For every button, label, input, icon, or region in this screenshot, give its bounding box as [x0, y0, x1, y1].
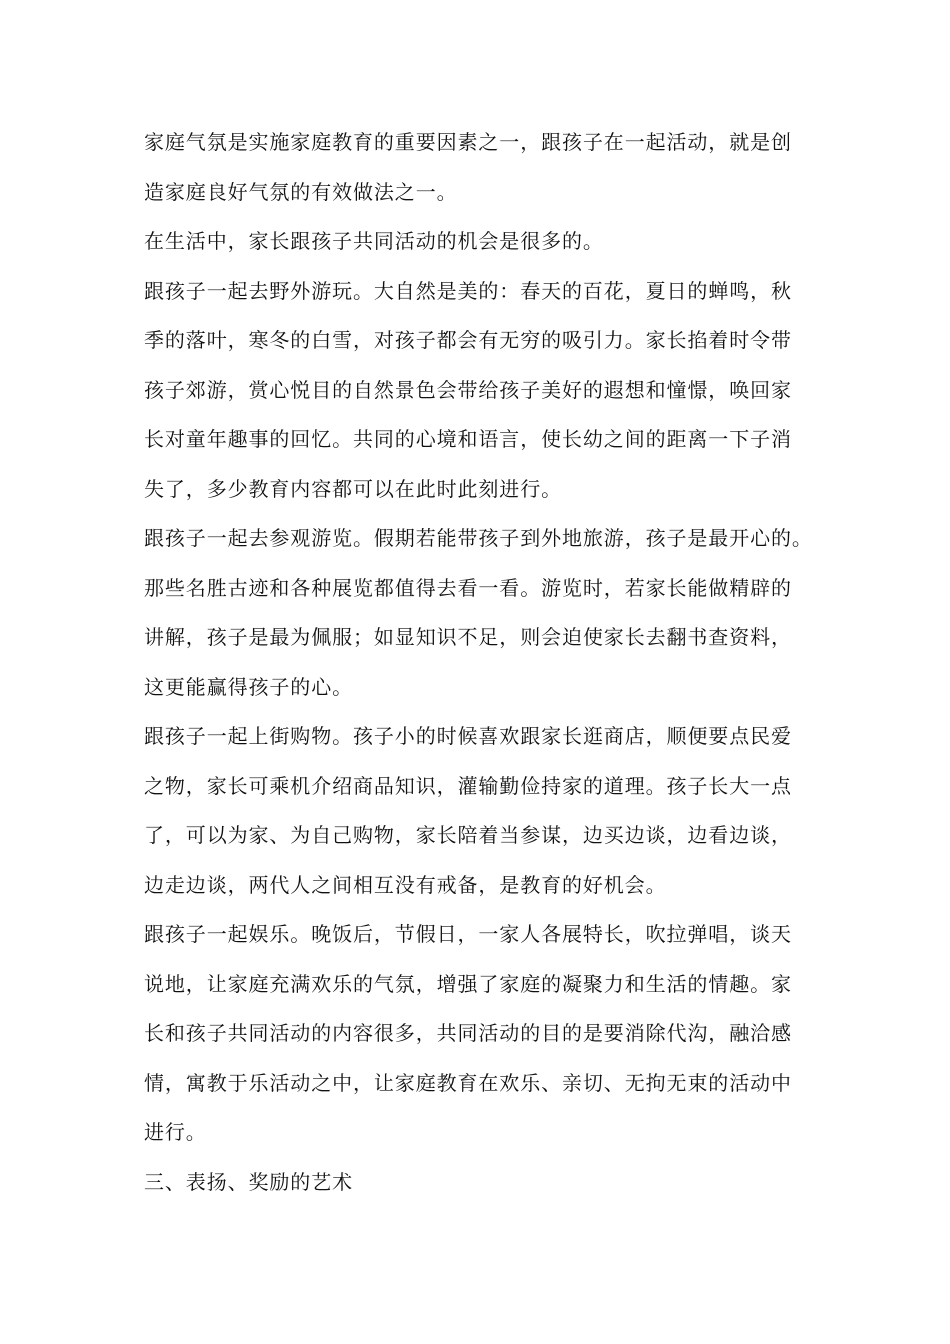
text-line: 长和孩子共同活动的内容很多，共同活动的目的是要消除代沟，融洽感 — [144, 1021, 792, 1045]
text-line: 跟孩子一起娱乐。晚饭后，节假日，一家人各展特长，吹拉弹唱，谈天 — [144, 922, 792, 946]
section-heading: 三、表扬、奖励的艺术 — [144, 1169, 353, 1194]
text-line: 讲解，孩子是最为佩服；如显知识不足，则会迫使家长去翻书查资料， — [144, 625, 792, 649]
document-body — [144, 118, 824, 1207]
text-line: 了，可以为家、为自己购物，家长陪着当参谋，边买边谈，边看边谈， — [144, 823, 792, 847]
text-line: 这更能赢得孩子的心。 — [144, 674, 353, 699]
text-line: 家庭气氛是实施家庭教育的重要因素之一，跟孩子在一起活动，就是创 — [144, 130, 792, 154]
text-line: 之物，家长可乘机介绍商品知识，灌输勤俭持家的道理。孩子长大一点 — [144, 773, 792, 798]
text-line: 跟孩子一起上街购物。孩子小的时候喜欢跟家长逛商店，顺便要点民爱 — [144, 724, 792, 748]
text-line: 情，寓教于乐活动之中，让家庭教育在欢乐、亲切、无拘无束的活动中 — [144, 1070, 792, 1095]
text-line: 季的落叶，寒冬的白雪，对孩子都会有无穷的吸引力。家长掐着时令带 — [144, 328, 792, 352]
text-line: 在生活中，家长跟孩子共同活动的机会是很多的。 — [144, 229, 604, 253]
text-line: 跟孩子一起去参观游览。假期若能带孩子到外地旅游，孩子是最开心的。 — [144, 526, 813, 550]
text-line: 孩子郊游，赏心悦目的自然景色会带给孩子美好的遐想和憧憬，唤回家 — [144, 377, 792, 402]
text-line: 跟孩子一起去野外游玩。大自然是美的：春天的百花，夏日的蝉鸣，秋 — [144, 278, 792, 303]
text-line: 长对童年趣事的回忆。共同的心境和语言，使长幼之间的距离一下子消 — [144, 427, 792, 451]
text-line: 说地，让家庭充满欢乐的气氛，增强了家庭的凝聚力和生活的情趣。家 — [144, 971, 792, 996]
text-line: 那些名胜古迹和各种展览都值得去看一看。游览时，若家长能做精辟的 — [144, 575, 792, 600]
text-line: 边走边谈，两代人之间相互没有戒备，是教育的好机会。 — [144, 872, 667, 897]
text-line: 进行。 — [144, 1120, 207, 1144]
text-line: 造家庭良好气氛的有效做法之一。 — [144, 179, 458, 204]
text-line: 失了，多少教育内容都可以在此时此刻进行。 — [144, 476, 562, 501]
